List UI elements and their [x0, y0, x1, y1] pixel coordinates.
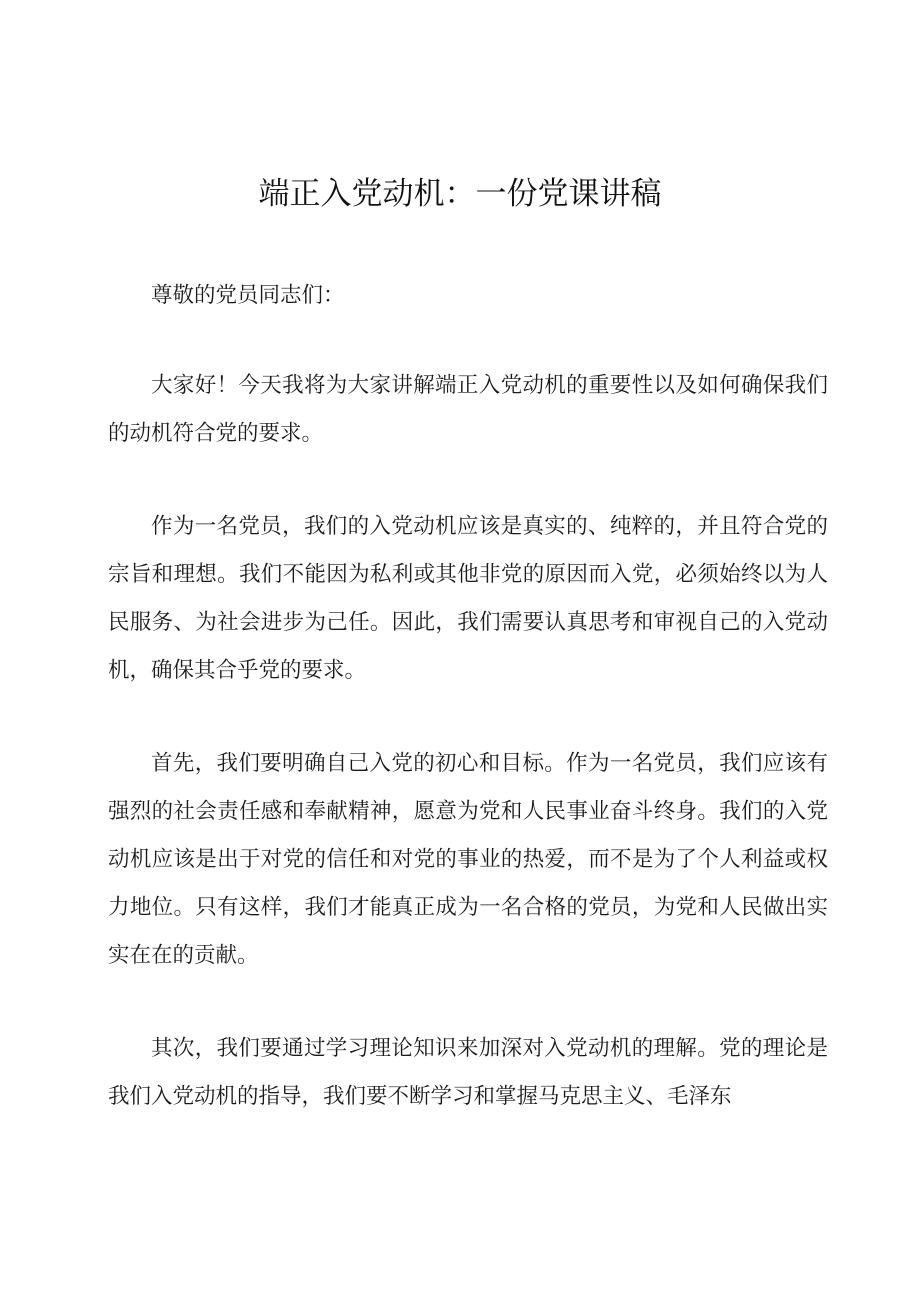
second-point-paragraph: 其次，我们要通过学习理论知识来加深对入党动机的理解。党的理论是我们入党动机的指导，我们要不断学习和掌握马克思主义、毛泽东	[108, 1036, 828, 1109]
salutation-paragraph: 尊敬的党员同志们：	[151, 283, 345, 308]
greeting-paragraph: 大家好！今天我将为大家讲解端正入党动机的重要性以及如何确保我们的动机符合党的要求。	[108, 373, 828, 446]
document-body	[108, 272, 828, 1166]
document-title: 端正入党动机：一份党课讲稿	[258, 176, 662, 212]
motivation-paragraph: 作为一名党员，我们的入党动机应该是真实的、纯粹的，并且符合党的宗旨和理想。我们不能因为私利或其他非党的原因而入党，必须始终以为人民服务、为社会进步为己任。因此，我们需要认真思考和审视自己的入党动机，确保其合乎党的要求。	[108, 514, 828, 683]
first-point-paragraph: 首先，我们要明确自己入党的初心和目标。作为一名党员，我们应该有强烈的社会责任感和奉献精神，愿意为党和人民事业奋斗终身。我们的入党动机应该是出于对党的信任和对党的事业的热爱，而不是为了个人利益或权力地位。只有这样，我们才能真正成为一名合格的党员，为党和人民做出实实在在的贡献。	[108, 751, 828, 968]
